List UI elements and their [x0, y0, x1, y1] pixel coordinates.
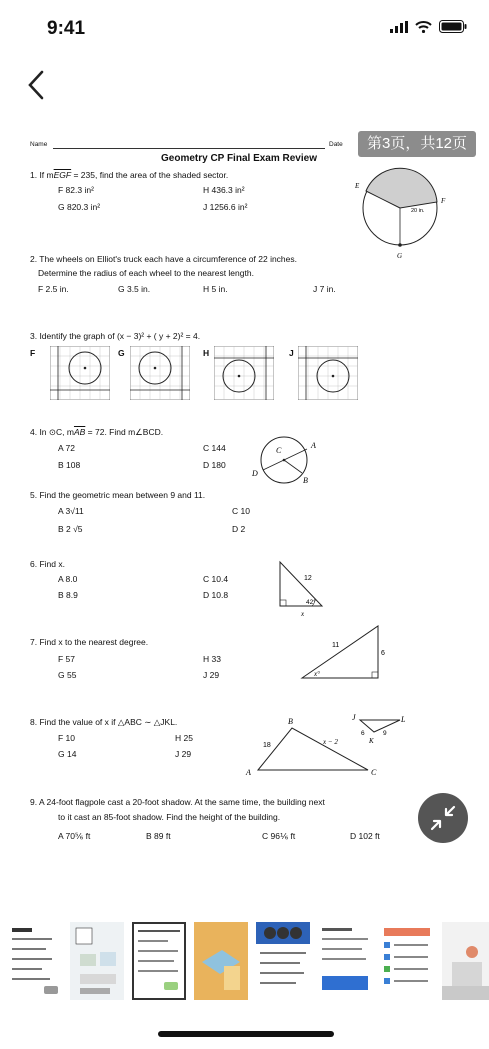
q6-side-label: 12 — [304, 575, 312, 582]
q4-label-d: D — [252, 469, 258, 478]
q1-stem: 1. If $m\overline{EGF} = 235$, find the area of the shaded sector. — [30, 170, 229, 180]
name-line — [53, 148, 325, 149]
q2-option-f: F 2.5 in. — [38, 284, 69, 294]
q1-option-h: H 436.3 in² — [203, 185, 245, 195]
q6-option-b: B 8.9 — [58, 590, 78, 600]
thumbnail-strip — [0, 922, 489, 1004]
q7-option-f: F 57 — [58, 654, 76, 664]
q8-label-c: C — [371, 768, 377, 777]
q2-option-g: G 3.5 in. — [118, 284, 151, 294]
q6-stem: 6. Find x. — [30, 559, 65, 569]
q7-stem: 7. Find x to the nearest degree. — [30, 637, 149, 647]
pdf-page — [0, 128, 489, 908]
q1-option-f: F 82.3 in² — [58, 185, 94, 195]
page-indicator: 第3页，共12页 — [358, 131, 476, 157]
q2-option-j: J 7 in. — [313, 284, 336, 294]
status-icons — [390, 20, 467, 33]
q9-line1: 9. A 24-foot flagpole cast a 20-foot shadow. At the same time, the building next — [30, 797, 325, 807]
q4-label-a: A — [311, 441, 316, 450]
q3-graph-h — [214, 346, 274, 400]
q2-line2: Determine the radius of each wheel to the nearest length. — [38, 268, 254, 278]
thumbnail-2[interactable] — [70, 922, 124, 1000]
q3-graph-f — [50, 346, 110, 400]
q4-option-d: D 180 — [203, 460, 226, 470]
q8-option-g: G 14 — [58, 749, 77, 759]
q8-side-18: 18 — [263, 742, 271, 749]
q6-triangle-figure — [274, 558, 334, 620]
thumbnail-6[interactable] — [318, 922, 372, 1000]
q8-side-x: x − 2 — [323, 738, 338, 746]
back-button[interactable] — [22, 68, 52, 102]
status-time: 9:41 — [47, 18, 86, 39]
q1-sector-figure — [352, 166, 452, 260]
q4-stem: 4. In ⊙C, $m\overline{AB} = 72$. Find m∠BCD. — [30, 427, 164, 437]
q8-option-f: F 10 — [58, 733, 76, 743]
q6-angle-label: 42° — [306, 599, 316, 606]
q2-line1: 2. The wheels on Elliot's truck each have a circumference of 22 inches. — [30, 254, 297, 264]
battery-icon — [439, 20, 467, 33]
q8-stem: 8. Find the value of x if △ABC ∼ △JKL. — [30, 717, 178, 727]
q8-side-6: 6 — [361, 730, 365, 737]
q7-triangle-figure — [298, 623, 390, 683]
q5-option-a: A 3√11 — [58, 506, 84, 516]
q8-label-b: B — [288, 717, 293, 726]
q6-option-d: D 10.8 — [203, 590, 229, 600]
q4-option-a: A 72 — [58, 443, 76, 453]
q3-graph-j — [298, 346, 358, 400]
wifi-icon — [415, 21, 432, 33]
q9-option-d: D 102 ft — [350, 831, 380, 841]
q6-option-a: A 8.0 — [58, 574, 78, 584]
q9-option-b: B 89 ft — [146, 831, 171, 841]
q8-label-j: J — [352, 713, 356, 722]
q7-option-g: G 55 — [58, 670, 77, 680]
q8-similar-triangles-figure — [240, 712, 410, 778]
thumbnail-1[interactable] — [8, 922, 62, 1000]
q1-label-g: G — [397, 252, 403, 260]
thumbnail-4[interactable] — [194, 922, 248, 1000]
q1-label-f: F — [441, 197, 446, 205]
q9-option-a: A 70⅚ ft — [58, 831, 91, 841]
q3-option-h: H — [203, 348, 210, 358]
q9-line2: to it cast an 85-foot shadow. Find the height of the building. — [58, 812, 281, 822]
signal-icon — [390, 21, 408, 33]
q8-label-a: A — [246, 768, 251, 777]
q8-label-k: K — [369, 737, 374, 745]
q8-option-j: J 29 — [175, 749, 192, 759]
date-label: Date — [329, 141, 343, 148]
q4-option-c: C 144 — [203, 443, 226, 453]
q9-option-c: C 96⅙ ft — [262, 831, 296, 841]
q7-x-label: x° — [314, 670, 320, 678]
q2-option-h: H 5 in. — [203, 284, 228, 294]
q4-label-b: B — [303, 476, 308, 485]
q7-option-h: H 33 — [203, 654, 221, 664]
q3-option-j: J — [289, 348, 294, 358]
q7-hyp-label: 11 — [332, 642, 340, 649]
q1-option-j: J 1256.6 in² — [203, 202, 248, 212]
q3-graph-g — [130, 346, 190, 400]
chevron-left-icon — [30, 72, 42, 98]
q8-option-h: H 25 — [175, 733, 193, 743]
q5-option-c: C 10 — [232, 506, 250, 516]
page-title: Geometry CP Final Exam Review — [161, 153, 317, 164]
thumbnail-8[interactable] — [442, 922, 489, 1000]
q7-leg-label: 6 — [381, 650, 385, 657]
name-label: Name — [30, 141, 48, 148]
q6-x-label: x — [301, 610, 305, 618]
q3-stem: 3. Identify the graph of (x − 3)² + ( y + 2)² = 4. — [30, 331, 201, 341]
q4-option-b: B 108 — [58, 460, 81, 470]
thumbnail-7[interactable] — [380, 922, 434, 1000]
q3-option-g: G — [118, 348, 125, 358]
q1-label-e: E — [355, 182, 360, 190]
q3-option-f: F — [30, 348, 36, 358]
q6-option-c: C 10.4 — [203, 574, 229, 584]
thumbnail-3-current[interactable] — [132, 922, 186, 1000]
q7-option-j: J 29 — [203, 670, 220, 680]
q4-circle-figure — [250, 433, 324, 487]
q5-option-b: B 2 √5 — [58, 524, 83, 534]
q4-label-c: C — [276, 446, 282, 455]
q8-label-l: L — [401, 715, 406, 724]
q5-stem: 5. Find the geometric mean between 9 and 11. — [30, 490, 206, 500]
q8-side-9: 9 — [383, 730, 387, 737]
home-indicator — [158, 1031, 334, 1037]
thumbnail-5[interactable] — [256, 922, 310, 1000]
q1-option-g: G 820.3 in² — [58, 202, 101, 212]
collapse-button[interactable] — [418, 793, 468, 843]
q1-radius-label: 20 in. — [411, 208, 425, 214]
collapse-arrows-icon — [418, 793, 468, 843]
q5-option-d: D 2 — [232, 524, 246, 534]
